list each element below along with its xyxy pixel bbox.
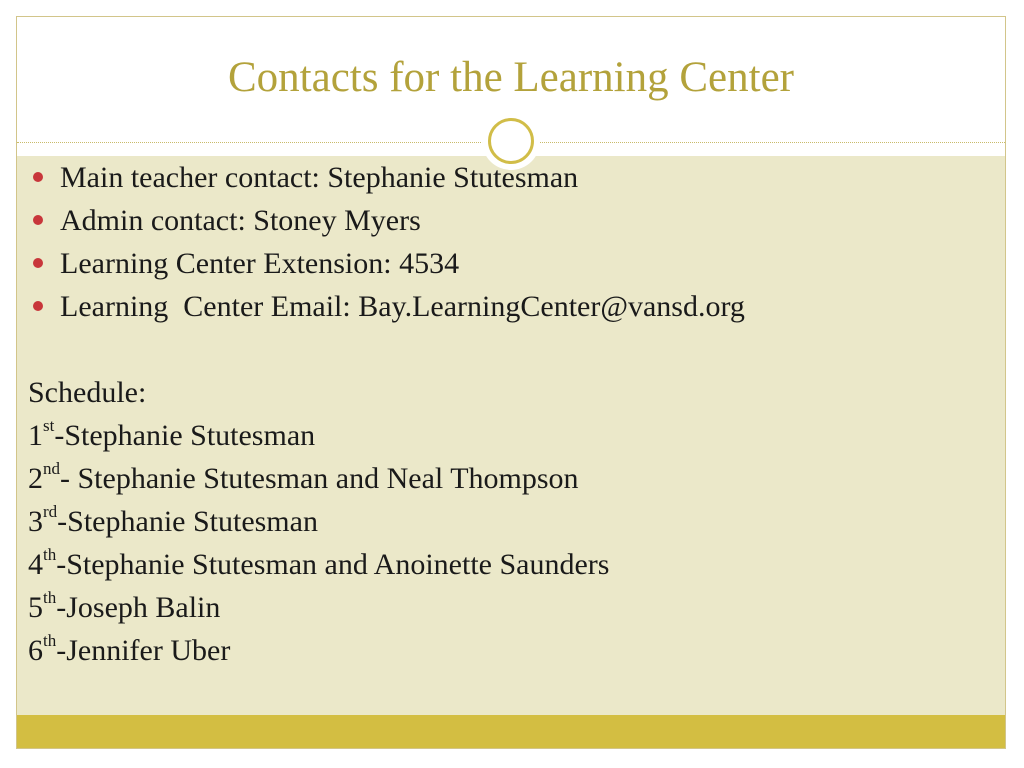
period-suffix: nd bbox=[43, 459, 60, 478]
period-suffix: th bbox=[43, 588, 57, 607]
contact-text: Learning Center Email: Bay.LearningCenter@vansd.org bbox=[60, 290, 745, 323]
footer-bar bbox=[17, 715, 1005, 749]
period-suffix: th bbox=[43, 545, 57, 564]
contact-item-main-teacher bbox=[28, 156, 978, 199]
schedule-row-6 bbox=[28, 629, 978, 672]
bullet-dot-icon bbox=[33, 301, 43, 311]
slide-title: Contacts for the Learning Center bbox=[228, 54, 794, 101]
period-staff: -Stephanie Stutesman bbox=[57, 505, 318, 538]
period-number: 6 bbox=[28, 634, 43, 667]
period-staff: -Stephanie Stutesman bbox=[54, 419, 316, 452]
period-number: 3 bbox=[28, 505, 43, 538]
contact-item-admin bbox=[28, 199, 978, 242]
period-staff: -Jennifer Uber bbox=[56, 634, 231, 667]
period-suffix: th bbox=[43, 631, 57, 650]
schedule-row-1 bbox=[28, 414, 978, 457]
period-number: 1 bbox=[28, 419, 43, 452]
ornament-center bbox=[493, 123, 529, 159]
bullet-dot-icon bbox=[33, 215, 43, 225]
slide-body bbox=[28, 156, 978, 672]
schedule-heading: Schedule: bbox=[28, 376, 147, 409]
period-number: 4 bbox=[28, 548, 43, 581]
contact-item-extension bbox=[28, 242, 978, 285]
schedule-row-3 bbox=[28, 500, 978, 543]
period-staff: - Stephanie Stutesman and Neal Thompson bbox=[60, 462, 579, 495]
period-staff: -Joseph Balin bbox=[56, 591, 221, 624]
spacer bbox=[28, 328, 978, 371]
period-number: 2 bbox=[28, 462, 43, 495]
contact-text: Admin contact: Stoney Myers bbox=[60, 204, 421, 237]
period-suffix: st bbox=[43, 416, 55, 435]
bullet-dot-icon bbox=[33, 172, 43, 182]
schedule-row-2 bbox=[28, 457, 978, 500]
contact-item-email bbox=[28, 285, 978, 328]
period-suffix: rd bbox=[43, 502, 58, 521]
contact-text: Learning Center Extension: 4534 bbox=[60, 247, 460, 280]
schedule-row-5 bbox=[28, 586, 978, 629]
bullet-dot-icon bbox=[33, 258, 43, 268]
contact-text: Main teacher contact: Stephanie Stutesman bbox=[60, 161, 579, 194]
contact-list bbox=[28, 156, 978, 328]
period-staff: -Stephanie Stutesman and Anoinette Saunders bbox=[56, 548, 610, 581]
schedule-row-4 bbox=[28, 543, 978, 586]
period-number: 5 bbox=[28, 591, 43, 624]
